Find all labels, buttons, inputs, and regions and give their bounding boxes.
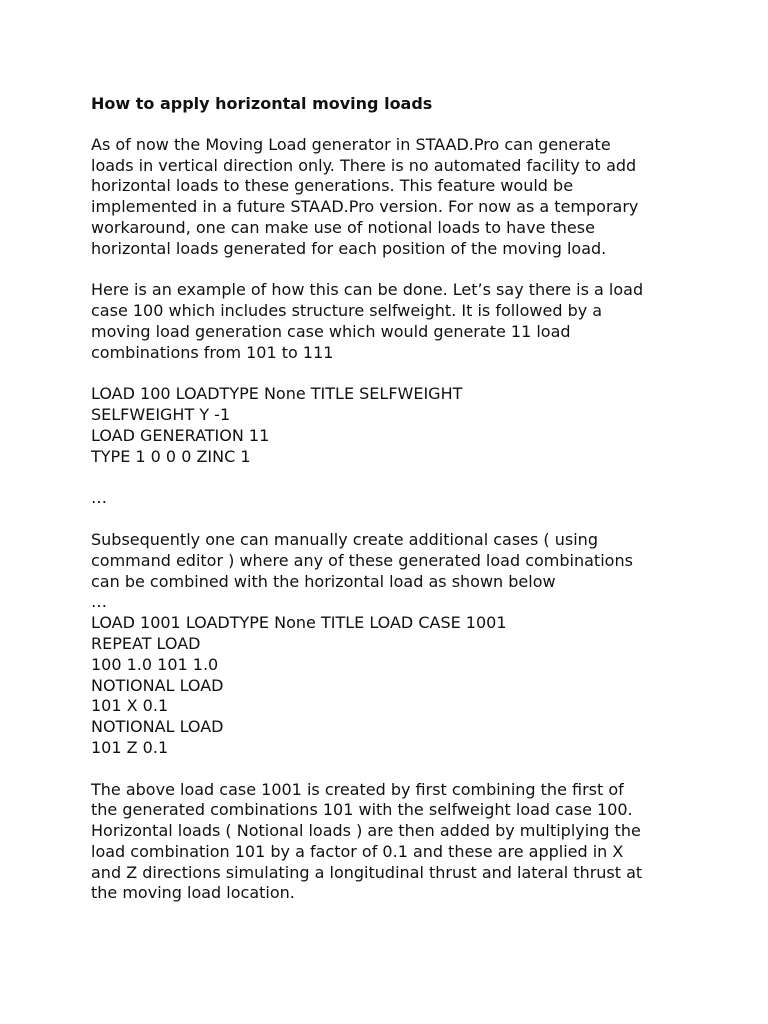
document-title: How to apply horizontal moving loads xyxy=(91,94,433,113)
subsequent-paragraph xyxy=(91,530,691,613)
code-line: SELFWEIGHT Y -1 xyxy=(91,405,231,425)
intro-line: As of now the Moving Load generator in STAAD.Pro can generate xyxy=(91,134,611,154)
example-line: Here is an example of how this can be done. Let’s say there is a load xyxy=(91,280,644,300)
document-page xyxy=(91,93,691,904)
conclusion-line: and Z directions simulating a longitudinal thrust and lateral thrust at xyxy=(91,862,643,882)
spacer xyxy=(91,759,691,780)
intro-line: horizontal loads to these generations. This feature would be xyxy=(91,176,574,196)
subsequent-line: Subsequently one can manually create additional cases ( using xyxy=(91,529,598,549)
intro-line: loads in vertical direction only. There is no automated facility to add xyxy=(91,155,637,175)
conclusion-line: Horizontal loads ( Notional loads ) are then added by multiplying the xyxy=(91,821,641,841)
conclusion-line: the generated combinations 101 with the selfweight load case 100. xyxy=(91,800,633,820)
intro-line: horizontal loads generated for each position of the moving load. xyxy=(91,238,607,258)
code-line: LOAD 100 LOADTYPE None TITLE SELFWEIGHT xyxy=(91,384,463,404)
conclusion-line: load combination 101 by a factor of 0.1 and these are applied in X xyxy=(91,841,624,861)
ellipsis-1 xyxy=(91,488,691,509)
conclusion-line: The above load case 1001 is created by first combining the first of xyxy=(91,779,624,799)
code-line: NOTIONAL LOAD xyxy=(91,675,224,695)
subsequent-line: can be combined with the horizontal load as shown below xyxy=(91,571,556,591)
spacer xyxy=(91,468,691,489)
code-line: 100 1.0 101 1.0 xyxy=(91,654,219,674)
code-line: TYPE 1 0 0 0 ZINC 1 xyxy=(91,446,251,466)
conclusion-paragraph xyxy=(91,780,691,905)
example-line: combinations from 101 to 111 xyxy=(91,342,334,362)
spacer xyxy=(91,114,691,135)
conclusion-line: the moving load location. xyxy=(91,883,295,903)
ellipsis-text: … xyxy=(91,592,107,612)
intro-line: implemented in a future STAAD.Pro version. For now as a temporary xyxy=(91,197,639,217)
code-block-2 xyxy=(91,613,691,759)
code-line: 101 Z 0.1 xyxy=(91,737,169,757)
example-line: moving load generation case which would generate 11 load xyxy=(91,321,571,341)
intro-line: workaround, one can make use of notional loads to have these xyxy=(91,217,595,237)
code-line: LOAD 1001 LOADTYPE None TITLE LOAD CASE 1001 xyxy=(91,613,507,633)
spacer xyxy=(91,509,691,530)
spacer xyxy=(91,364,691,385)
intro-paragraph xyxy=(91,135,691,260)
code-block-1 xyxy=(91,384,691,467)
code-line: 101 X 0.1 xyxy=(91,696,169,716)
example-paragraph xyxy=(91,280,691,363)
code-line: LOAD GENERATION 11 xyxy=(91,425,270,445)
ellipsis-text: … xyxy=(91,488,107,508)
subsequent-line: command editor ) where any of these generated load combinations xyxy=(91,550,633,570)
example-line: case 100 which includes structure selfweight. It is followed by a xyxy=(91,301,603,321)
spacer xyxy=(91,260,691,281)
code-line: REPEAT LOAD xyxy=(91,633,201,653)
code-line: NOTIONAL LOAD xyxy=(91,717,224,737)
